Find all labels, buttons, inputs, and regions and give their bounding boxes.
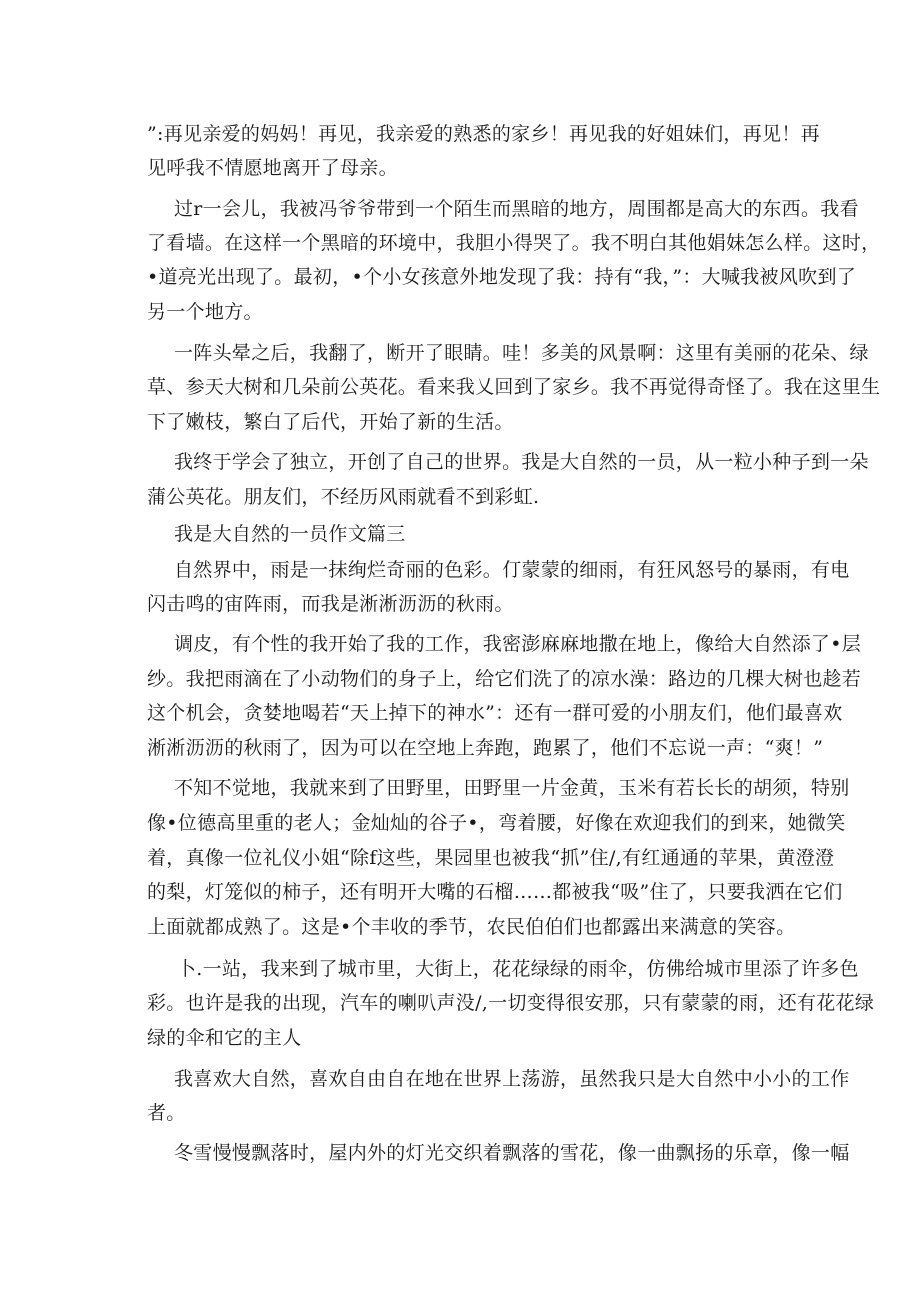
text-line: 下了嫩枝，繁白了后代，开始了新的生活。 [147,411,514,433]
text-line: 的梨，灯笼似的柿子，还有明开大嘴的石榴……都被我“吸”住了，只要我洒在它们 [147,881,843,903]
text-line: 我终于学会了独立，开创了自己的世界。我是大自然的一员，从一粒小种子到一朵 [174,451,869,473]
text-line: 不知不觉地，我就来到了田野里，田野里一片金黄，玉米有若长长的胡须，特别 [174,777,850,799]
text-line: 自然界中，雨是一抹绚烂奇丽的色彩。仃蒙蒙的细雨，有狂风怒号的暴雨，有电 [174,559,850,581]
text-line: 着，真像一位礼仪小姐“除f这些，果园里也被我“抓”住/,有红通通的苹果，黄澄澄 [147,847,835,869]
text-line: 卜.一站，我来到了城市里，大街上，花花绿绿的雨伞，仿佛给城市里添了许多色 [177,958,859,980]
text-line: 草、参天大树和几朵前公英花。看来我乂回到了家乡。我不再觉得奇怪了。我在这里生 [147,376,881,398]
text-line: 一阵头晕之后，我翻了，断开了眼睛。哇！多美的风景啊：这里有美丽的花朵、绿 [174,342,869,364]
text-line: 像•位德高里重的老人；金灿灿的谷子•，弯着腰，好像在欢迎我们的到来，她微笑 [147,812,846,834]
text-line: 绿的伞和它的主人 [147,1027,302,1049]
text-line: 见呼我不情愿地离开了母亲。 [147,157,398,179]
text-line: 过r一会儿，我被冯爷爷带到一个陌生而黑暗的地方，周围都是高大的东西。我看 [174,198,859,220]
text-line: 者。 [147,1102,186,1124]
text-line: 这个机会，贪婪地喝若“天上掉下的神水”：还有一群可爱的小朋友们，他们最喜欢 [147,702,843,724]
text-line: ”:再见亲爱的妈妈！再见，我亲爱的熟悉的家乡！再见我的好姐妹们，再见！再 [147,123,820,145]
text-line: 蒲公英花。朋友们，不经历风雨就看不到彩虹. [147,486,540,508]
text-line: 我喜欢大自然，喜欢自由自在地在世界上荡游，虽然我只是大自然中小小的工作 [174,1068,850,1090]
text-line: 上面就都成熟了。这是•个丰收的季节，农民伯伯们也都露出来满意的笑容。 [147,916,796,938]
text-line: 调皮，有个性的我开始了我的工作，我密澎麻麻地撒在地上，像给大自然添了•层 [174,633,862,655]
text-line: 冬雪慢慢飘落时，屋内外的灯光交织着飘落的雪花，像一曲飘扬的乐章，像一幅 [174,1142,850,1164]
text-line: 另一个地方。 [147,301,263,323]
text-line: 闪击鸣的宙阵雨，而我是淅淅沥沥的秋雨。 [147,593,514,615]
section-heading: 我是大自然的一员作文篇三 [174,523,406,545]
text-line: 彩。也许是我的出现，汽车的喇叭声没/,一切变得很安那，只有蒙蒙的雨，还有花花绿 [147,992,875,1014]
text-line: 淅淅沥沥的秋雨了，因为可以在空地上奔跑，跑累了，他们不忘说一声：“爽！” [147,737,824,759]
text-line: 了看墙。在这样一个黑暗的环境中，我胆小得哭了。我不明白其他娟妹怎么样。这时， [147,232,881,254]
text-line: 纱。我把雨滴在了小动物们的身子上，给它们洗了的凉水澡：路边的几棵大树也趁若 [147,668,862,690]
text-line: •道亮光出现了。最初，•个小女孩意外地发现了我：持有“我，”：大喊我被风吹到了 [147,266,857,288]
